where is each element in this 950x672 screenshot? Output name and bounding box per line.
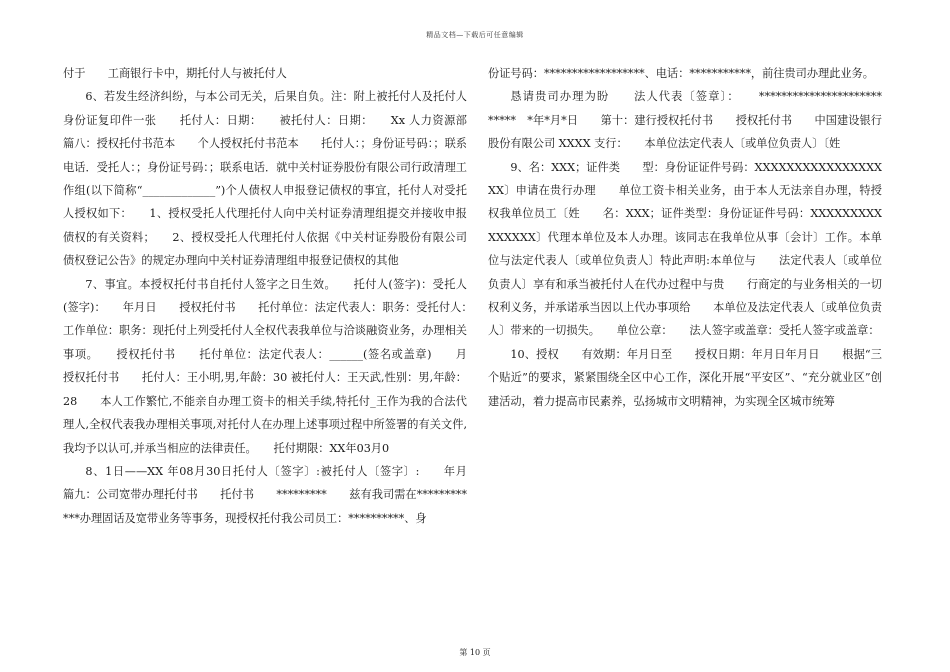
right-text-column: [488, 62, 905, 413]
left-text-column: [63, 62, 490, 530]
paragraph: 8、1日——XX 年08月30日托付人〔签字〕:被托付人〔签字〕: 年月 篇九：公司宽带办理托付书 托付书 ********* 兹有我司需在************办理固话及宽带业务等事务，现授权托付我公司员工：**********、身: [63, 464, 490, 525]
paragraph: 恳请贵司办理为盼 法人代表〔签章〕： ********************** ***** *年*月*日 第十：建行授权托付书 授权托付书 中国建设银行股份有限公司 XXXX 支行： 本单位法定代表人〔或单位负责人〕〔姓: [488, 90, 905, 151]
paragraph: 7、事宜。本授权托付书自托付人签字之日生效。 托付人(签字)：受托人(签字)： 年月日 授权托付书 托付单位：法定代表人：职务：受托付人： 工作单位：职务：现托付上列受托付人全权代表我单位与洽谈融资业务，办理相关事项。 授权托付书 托付单位：法定代表人：______(签名或盖章) 月 授权托付书 托付人：王小明,男,年龄：30 被托付人：王天武,性别：男,年龄：28 本人工作繁忙,不能亲自办理工资卡的相关手续,特托付_王作为我的合法代理人,全权代表我办理相关事项,对托付人在办理上述事项过程中所签署的有关文件,我均予以认可,并承当相应的法律责任。 托付期限：XX年03月0: [63, 277, 490, 455]
paragraph: 10、授权 有效期：年月日至 授权日期：年月日年月日 根据“三个贴近”的要求，紧紧围绕全区中心工作，深化开展“平安区”、“充分就业区”创建活动，着力提高市民素养，弘扬城市文明精神，为实现全区城市统筹: [488, 347, 882, 408]
page-number: 第 10 页: [459, 648, 491, 657]
page-header: 精品文档—下载后可任意编辑: [426, 31, 524, 39]
paragraph: 份证号码：******************、电话：***********，前往贵司办理此业务。: [488, 67, 874, 80]
paragraph: 6、若发生经济纠纷，与本公司无关，后果自负。注：附上被托付人及托付人身份证复印件一张 托付人：日期： 被托付人：日期： Xx 人力资源部 篇八：授权托付书范本 个人授权托付书范本 托付人：；身份证号码：；联系电话．受托人：；身份证号码：；联系电话．就中关村证券股份有限公司行政清理工作组(以下简称“_____________”)个人债权人申报登记债权的事宜，托付人对受托人授权如下： 1、授权受托人代理托付人向中关村证券清理组提交并接收申报债权的有关资料； 2、授权受托人代理托付人依据《中关村证券股份有限公司债权登记公告》的规定办理向中关村证券清理组申报登记债权的其他: [63, 90, 490, 268]
paragraph: 付于 工商银行卡中，期托付人与被托付人: [63, 67, 287, 80]
paragraph: 9、名：XXX；证件类 型：身份证证件号码：XXXXXXXXXXXXXXXXXX〕申请在贵行办理 单位工资卡相关业务，由于本人无法亲自办理，特授权我单位员工〔姓 名：XXX；证件类型：身份证证件号码：XXXXXXXXXXXXXXX〕代理本单位及本人办理。该同志在我单位从事〔会计〕工作。本单位与法定代表人〔或单位负责人〕特此声明:本单位与 法定代表人〔或单位负责人〕享有和承当被托付人在代办过程中与贵 行商定的与业务相关的一切权利义务，并承诺承当因以上代办事项给 本单位及法定代表人〔或单位负责人〕带来的一切损失。 单位公章： 法人签字或盖章：受托人签字或盖章：: [488, 160, 882, 338]
